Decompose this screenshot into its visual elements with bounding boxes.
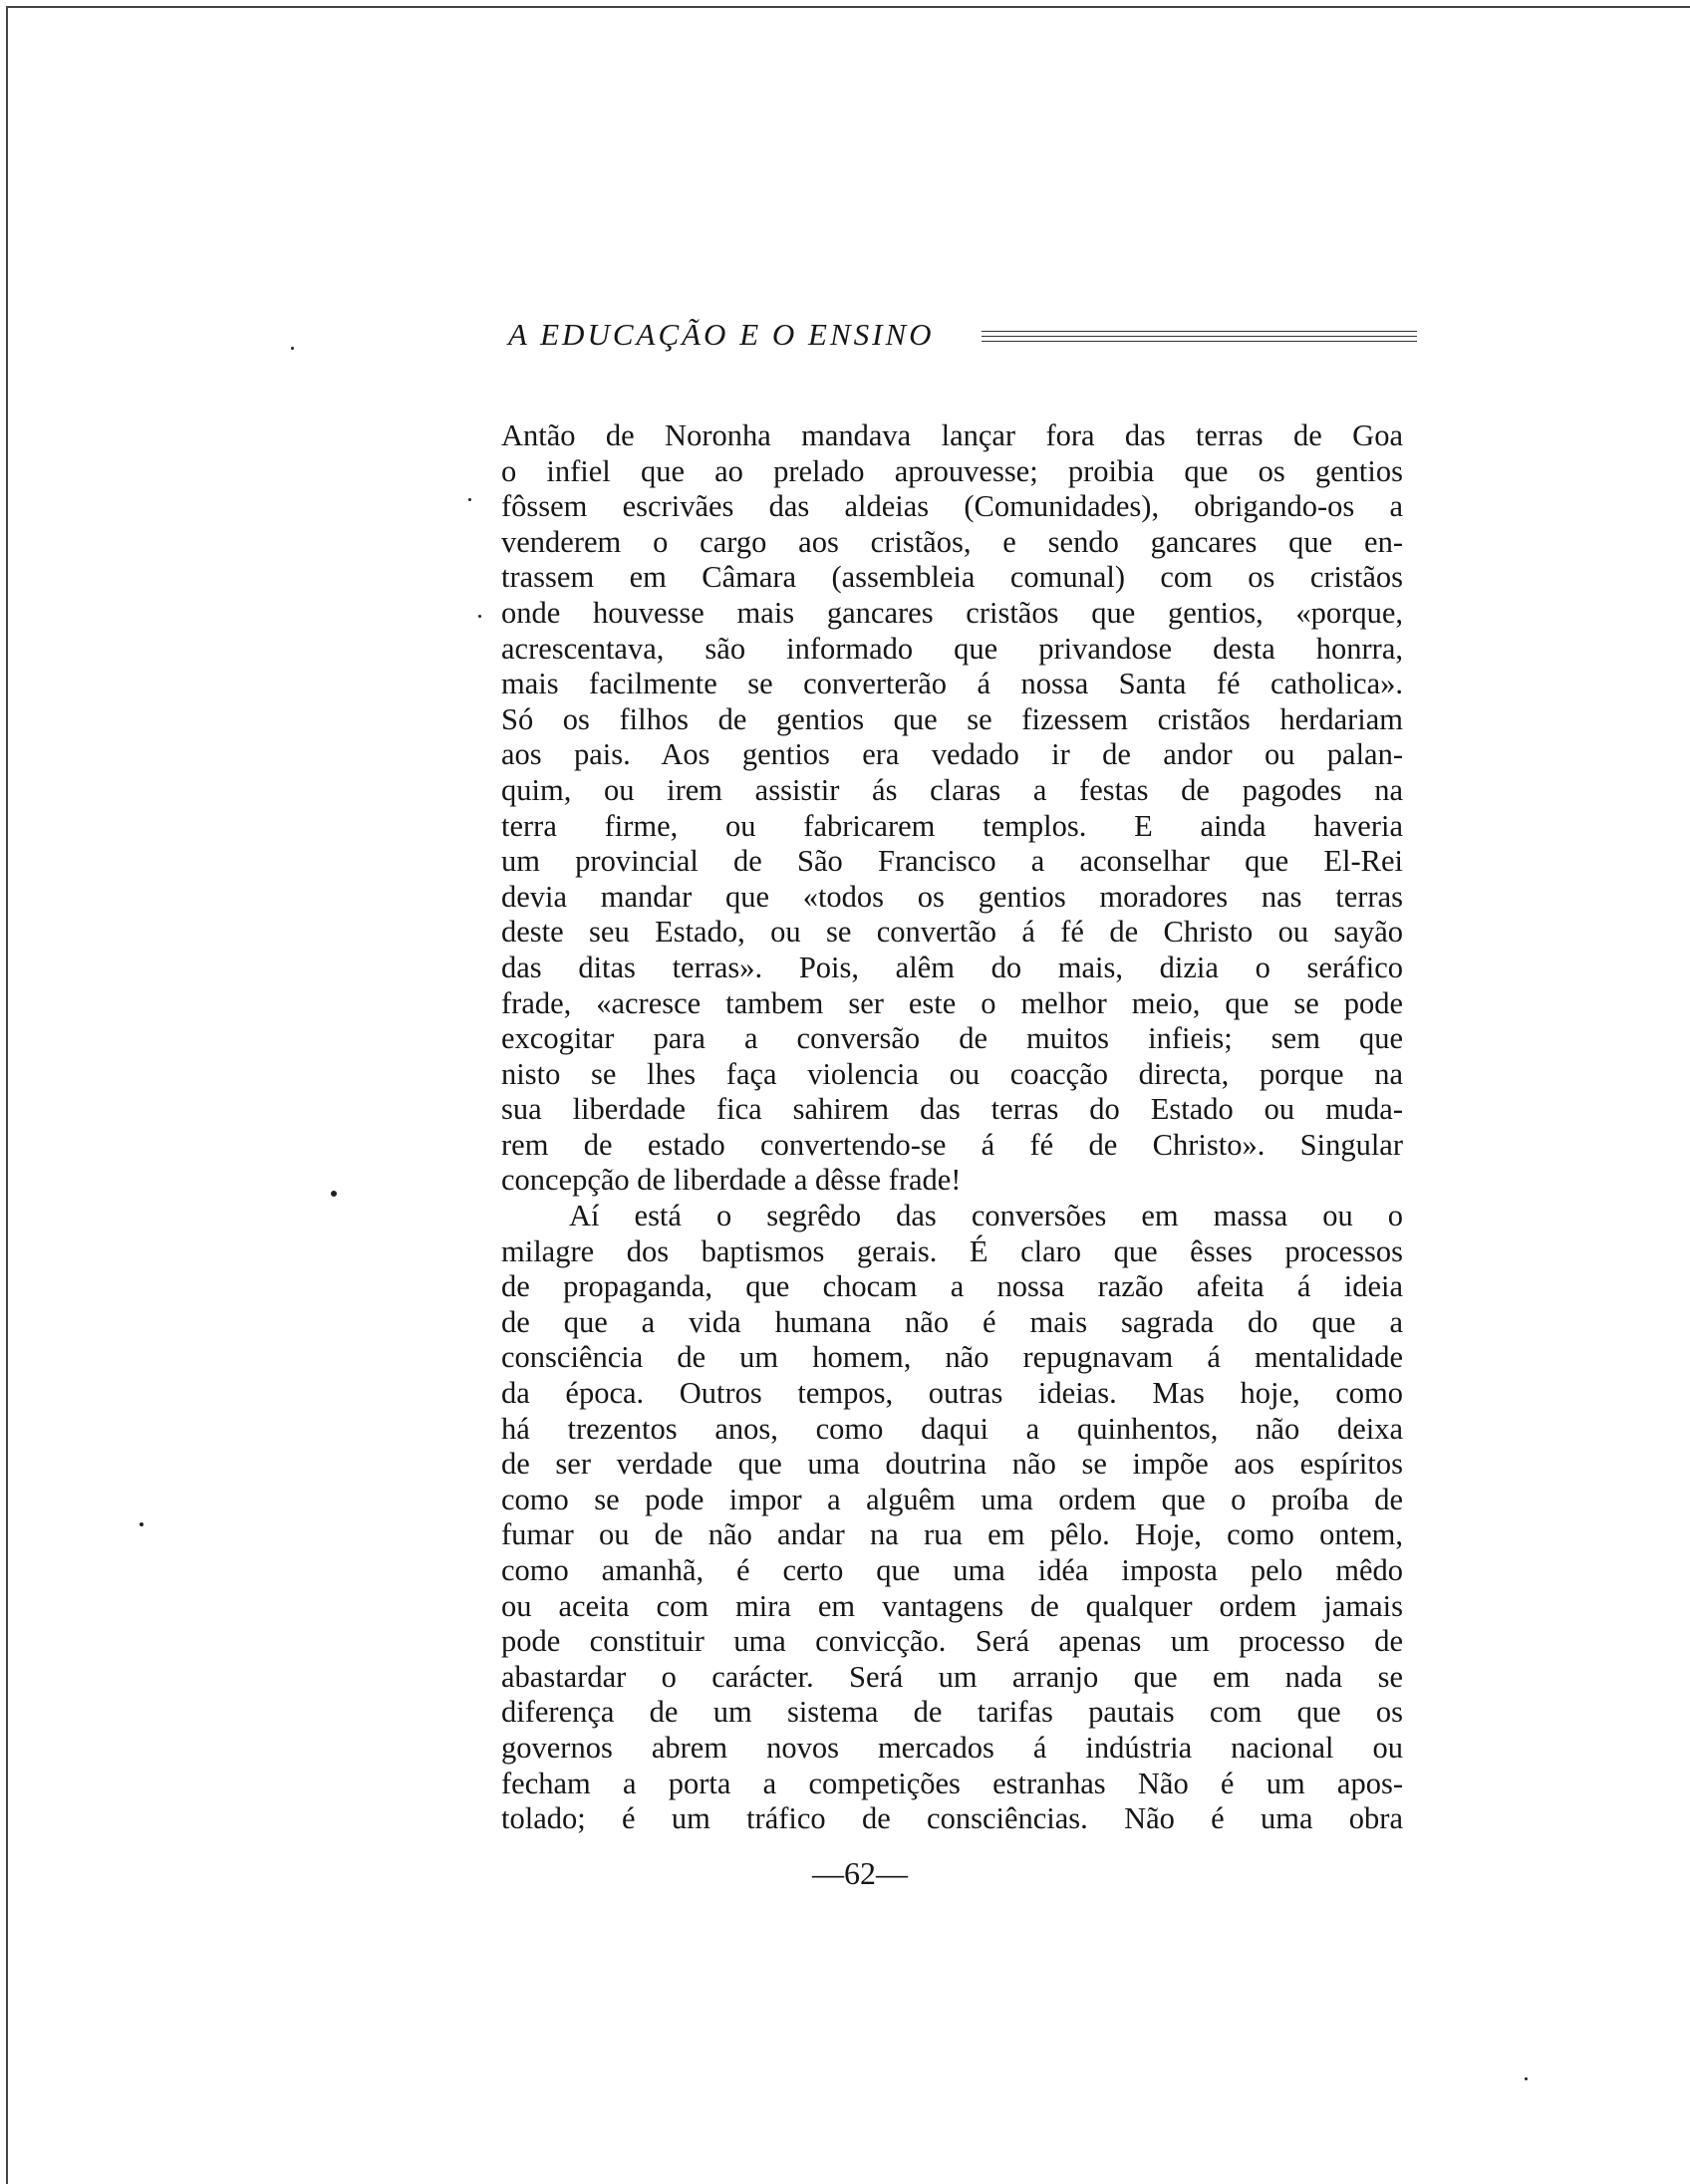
text-line: de que a vida humana não é mais sagrada do que a [501,1304,1403,1339]
scan-speck [140,1522,143,1526]
text-line: nisto se lhes faça violencia ou coacção directa, porque na [501,1056,1403,1091]
scan-speck [331,1191,337,1197]
text-line: como amanhã, é certo que uma idéa imposta pelo mêdo [501,1553,1403,1587]
text-line: acrescentava, são informado que privandose desta honrra, [501,631,1403,666]
text-line: frade, «acresce tambem ser este o melhor meio, que se pode [501,985,1403,1020]
text-line: fôssem escrivães das aldeias (Comunidades), obrigando-os a [501,489,1403,524]
text-line: onde houvesse mais gancares cristãos que gentios, «porque, [501,595,1403,630]
running-title: A EDUCAÇÃO E O ENSINO [508,317,935,352]
text-line: milagre dos baptismos gerais. É claro que êsses processos [501,1233,1403,1268]
scan-edge-top [6,6,1690,8]
text-line: fecham a porta a competições estranhas Não é um apos- [501,1766,1403,1800]
text-line: tolado; é um tráfico de consciências. Não é uma obra [501,1801,1403,1836]
scan-speck [1525,2077,1528,2080]
text-line: devia mandar que «todos os gentios moradores nas terras [501,879,1403,914]
text-line: governos abrem novos mercados á indústria nacional ou [501,1730,1403,1765]
text-line: mais facilmente se converterão á nossa Santa fé catholica». [501,667,1403,701]
text-line: ou aceita com mira em vantagens de qualquer ordem jamais [501,1588,1403,1623]
text-line: trassem em Câmara (assembleia comunal) com os cristãos [501,560,1403,595]
text-line: rem de estado convertendo-se á fé de Christo». Singular [501,1127,1403,1162]
text-line: pode constituir uma convicção. Será apenas um processo de [501,1624,1403,1659]
text-line: um provincial de São Francisco a aconselhar que El-Rei [501,844,1403,879]
body-text [501,418,1403,1837]
text-line: como se pode impor a alguêm uma ordem que o proíba de [501,1482,1403,1516]
page-number [0,1855,1690,1892]
text-line: concepção de liberdade a dêsse frade! [501,1163,962,1198]
text-line: venderem o cargo aos cristãos, e sendo gancares que en- [501,524,1403,559]
paragraph-start-line: Aí está o segrêdo das conversões em massa ou o [569,1199,1403,1233]
text-line: das ditas terras». Pois, alêm do mais, dizia o seráfico [501,950,1403,984]
running-header [508,317,1405,357]
text-line: Só os filhos de gentios que se fizessem cristãos herdariam [501,701,1403,736]
text-line: Antão de Noronha mandava lançar fora das terras de Goa [501,418,1403,452]
header-rule [982,336,1417,337]
header-rule [982,331,1417,332]
text-line: o infiel que ao prelado aprouvesse; proibia que os gentios [501,453,1403,488]
text-line: de ser verdade que uma doutrina não se impõe aos espíritos [501,1447,1403,1482]
text-line: terra firme, ou fabricarem templos. E ainda haveria [501,808,1403,843]
text-line: excogitar para a conversão de muitos infieis; sem que [501,1021,1403,1056]
text-line: deste seu Estado, ou se convertão á fé de Christo ou sayão [501,915,1403,950]
text-line: há trezentos anos, como daqui a quinhentos, não deixa [501,1411,1403,1446]
page-number-text: —62— [812,1855,908,1891]
text-line: abastardar o carácter. Será um arranjo que em nada se [501,1659,1403,1694]
text-line: quim, ou irem assistir ás claras a festas de pagodes na [501,772,1403,807]
text-line: da época. Outros tempos, outras ideias. Mas hoje, como [501,1376,1403,1411]
text-line: aos pais. Aos gentios era vedado ir de andor ou palan- [501,737,1403,772]
text-line: consciência de um homem, não repugnavam á mentalidade [501,1340,1403,1375]
text-line: fumar ou de não andar na rua em pêlo. Hoje, como ontem, [501,1517,1403,1552]
scan-speck [478,615,481,618]
header-rule [982,341,1417,342]
scan-speck [291,347,294,350]
text-line: de propaganda, que chocam a nossa razão afeita á ideia [501,1269,1403,1304]
text-line: sua liberdade fica sahirem das terras do Estado ou muda- [501,1092,1403,1127]
text-line: diferença de um sistema de tarifas pautais com que os [501,1695,1403,1730]
scan-speck [468,498,471,501]
